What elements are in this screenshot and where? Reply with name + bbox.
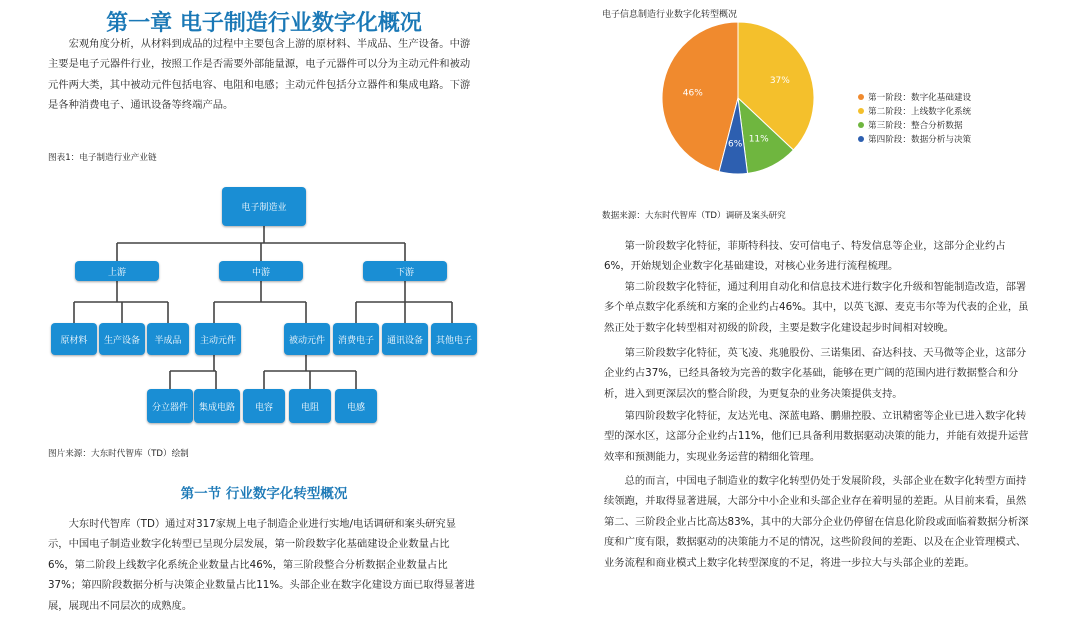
legend-swatch bbox=[858, 122, 864, 128]
node-upstream: 上游 bbox=[75, 261, 159, 281]
legend-item bbox=[858, 118, 971, 132]
node-passive-components: 被动元件 bbox=[284, 323, 330, 355]
chart-title: 电子信息制造行业数字化转型概况 bbox=[602, 10, 738, 20]
summary-paragraph: 总的而言，中国电子制造业的数字化转型仍处于发展阶段，头部企业在数字化转型方面持续领跑，并取得显著进展，大部分中小企业和头部企业存在着明显的差距。从目前来看，虽然第二、三阶段企业占比高达83%，其中的大部分企业仍停留在信息化阶段或面临着数据分析深度和广度有限，数据驱动的决策能力不足的情况，这些阶段间的差距、以及在企业管理模式、业务流程和商业模式上数字化转型深度的不足，将进一步拉大与头部企业的差距。 bbox=[604, 475, 1029, 569]
legend-item bbox=[858, 104, 971, 118]
section-title: 第一节 行业数字化转型概况 bbox=[180, 486, 348, 502]
node-electronics-manufacturing: 电子制造业 bbox=[222, 187, 306, 226]
legend-label: 第四阶段：数据分析与决策 bbox=[868, 135, 972, 145]
stage-three-paragraph: 第三阶段数字化特征，英飞凌、兆驰股份、三诺集团、奋达科技、天马微等企业，这部分企业约占37%，已经具备较为完善的数字化基础，能够在更广阔的范围内进行数据整合和分析，进入到更深层次的整合阶段，为更复杂的业务决策提供支持。 bbox=[604, 347, 1027, 400]
legend-swatch bbox=[858, 136, 864, 142]
pie-label-stage3: 11% bbox=[748, 134, 769, 145]
node-resistor: 电阻 bbox=[289, 389, 331, 423]
node-active-components: 主动元件 bbox=[195, 323, 241, 355]
legend-item bbox=[858, 90, 971, 104]
node-discrete-devices: 分立器件 bbox=[147, 389, 193, 423]
node-semi-finished: 半成品 bbox=[147, 323, 189, 355]
stage-two-paragraph: 第二阶段数字化特征，通过利用自动化和信息技术进行数字化升级和智能制造改造，部署多个单点数字化系统和方案的企业约占46%。其中，以英飞源、麦克韦尔等为代表的企业，虽然正处于数字化转型相对初级的阶段，主要是数字化建设起步时间相对较晚。 bbox=[604, 281, 1029, 334]
chart-legend bbox=[858, 90, 971, 146]
node-midstream: 中游 bbox=[219, 261, 303, 281]
pie-label-stage2: 37% bbox=[769, 75, 790, 86]
data-source-caption: 数据来源：大东时代智库（TD）调研及案头研究 bbox=[602, 211, 786, 221]
node-other-electronics: 其他电子 bbox=[431, 323, 477, 355]
chapter-title: 第一章 电子制造行业数字化概况 bbox=[106, 11, 422, 36]
node-capacitor: 电容 bbox=[243, 389, 285, 423]
legend-item bbox=[858, 132, 971, 146]
figure-caption: 图表1：电子制造行业产业链 bbox=[48, 153, 157, 163]
pie-label-stage4: 6% bbox=[727, 139, 743, 150]
node-production-equipment: 生产设备 bbox=[99, 323, 145, 355]
node-inductor: 电感 bbox=[335, 389, 377, 423]
node-integrated-circuits: 集成电路 bbox=[194, 389, 240, 423]
legend-label: 第一阶段：数字化基础建设 bbox=[868, 93, 972, 103]
pie-label-stage1: 46% bbox=[682, 88, 703, 99]
stage-one-paragraph: 第一阶段数字化特征，菲斯特科技、安可信电子、特发信息等企业，这部分企业约占6%，开始规划企业数字化基础建设，对核心业务进行流程梳理。 bbox=[604, 240, 1006, 273]
node-consumer-electronics: 消费电子 bbox=[333, 323, 379, 355]
stage-four-paragraph: 第四阶段数字化特征，友达光电、深蓝电路、鹏鼎控股、立讯精密等企业已进入数字化转型的深水区，这部分企业约占11%，他们已具备利用数据驱动决策的能力，并能有效提升运营效率和预测能力，实现业务运营的精细化管理。 bbox=[604, 410, 1029, 463]
node-downstream: 下游 bbox=[363, 261, 447, 281]
legend-swatch bbox=[858, 94, 864, 100]
industry-chain-diagram bbox=[0, 0, 540, 440]
legend-label: 第三阶段：整合分析数据 bbox=[868, 121, 963, 131]
section-paragraph: 大东时代智库（TD）通过对317家规上电子制造企业进行实地/电话调研和案头研究显示，中国电子制造业数字化转型已呈现分层发展，第一阶段数字化基础建设企业数量占比6%，第二阶段上线数字化系统企业数量占比46%，第三阶段整合分析数据企业数量占比37%；第四阶段数据分析与决策企业数量占比11%。头部企业在数字化建设方面已取得显著进展，展现出不同层次的成熟度。 bbox=[48, 518, 475, 612]
node-communication-equipment: 通讯设备 bbox=[382, 323, 428, 355]
intro-paragraph: 宏观角度分析，从材料到成品的过程中主要包含上游的原材料、半成品、生产设备。中游主要是电子元器件行业，按照工作是否需要外部能量源，电子元器件可以分为主动元件和被动元件两大类，其中被动元件包括电容、电阻和电感；主动元件包括分立器件和集成电路。下游是各种消费电子、通讯设备等终端产品。 bbox=[48, 38, 471, 112]
image-source-caption: 图片来源：大东时代智库（TD）绘制 bbox=[48, 449, 189, 459]
pie-chart bbox=[658, 10, 818, 190]
legend-swatch bbox=[858, 108, 864, 114]
node-raw-material: 原材料 bbox=[51, 323, 97, 355]
legend-label: 第二阶段：上线数字化系统 bbox=[868, 107, 972, 117]
